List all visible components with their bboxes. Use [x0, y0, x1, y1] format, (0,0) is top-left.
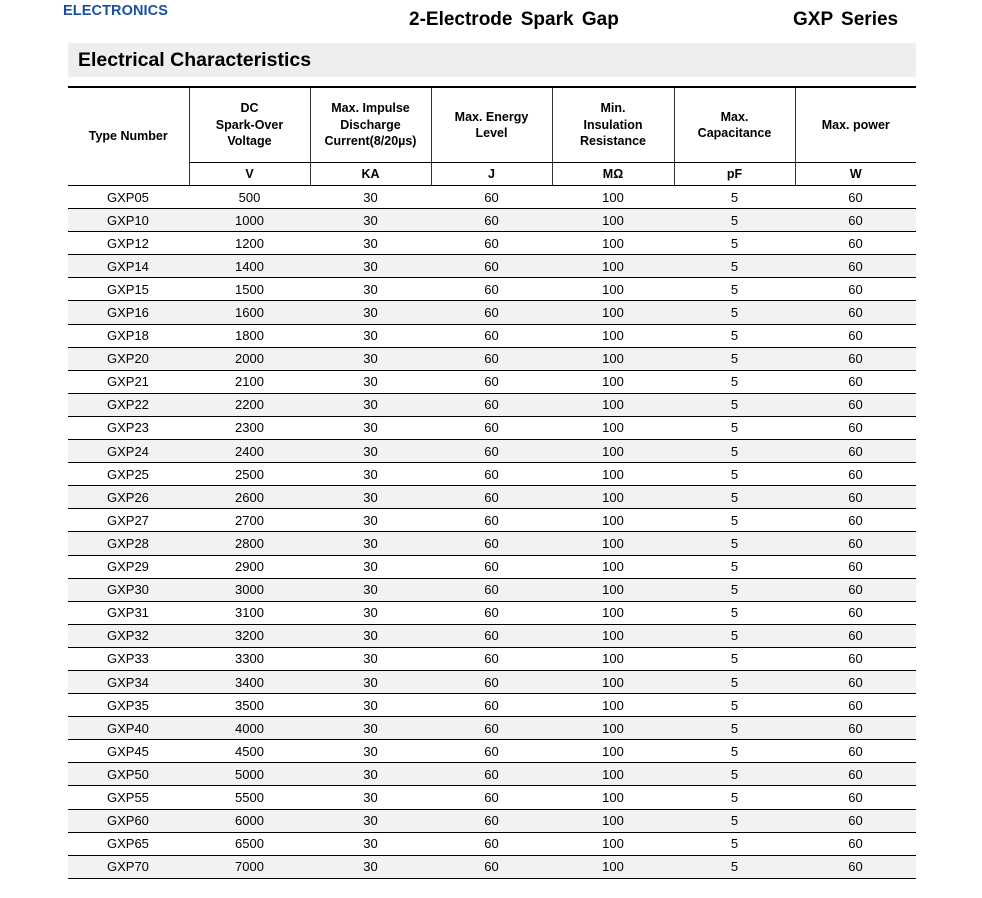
power-cell: 60	[795, 555, 916, 578]
table-body	[68, 186, 916, 879]
spark-over-voltage-cell: 500	[189, 186, 310, 209]
capacitance-cell: 5	[674, 809, 795, 832]
impulse-current-cell: 30	[310, 532, 431, 555]
spark-over-voltage-cell: 6000	[189, 809, 310, 832]
table-row	[68, 416, 916, 439]
energy-level-cell: 60	[431, 301, 552, 324]
spark-over-voltage-cell: 3200	[189, 624, 310, 647]
spark-over-voltage-cell: 1500	[189, 278, 310, 301]
power-cell: 60	[795, 532, 916, 555]
type-number-cell: GXP60	[68, 809, 189, 832]
unit-header: J	[431, 163, 552, 186]
type-number-cell: GXP40	[68, 717, 189, 740]
impulse-current-cell: 30	[310, 486, 431, 509]
column-header-line: Resistance	[579, 134, 646, 149]
insulation-resistance-cell: 100	[552, 740, 674, 763]
type-number-cell: GXP35	[68, 694, 189, 717]
energy-level-cell: 60	[431, 624, 552, 647]
electrical-characteristics-table	[68, 86, 916, 879]
power-cell: 60	[795, 463, 916, 486]
unit-header: V	[189, 163, 310, 186]
impulse-current-cell: 30	[310, 186, 431, 209]
impulse-current-cell: 30	[310, 393, 431, 416]
capacitance-cell: 5	[674, 763, 795, 786]
type-number-cell: GXP32	[68, 624, 189, 647]
power-cell: 60	[795, 232, 916, 255]
column-header-line: Level	[475, 126, 508, 140]
insulation-resistance-cell: 100	[552, 232, 674, 255]
capacitance-cell: 5	[674, 624, 795, 647]
column-header-line: Discharge	[340, 117, 401, 132]
insulation-resistance-cell: 100	[552, 440, 674, 463]
spark-over-voltage-cell: 1400	[189, 255, 310, 278]
energy-level-cell: 60	[431, 809, 552, 832]
column-header-line: Max. Energy	[454, 109, 529, 124]
capacitance-cell: 5	[674, 209, 795, 232]
insulation-resistance-cell: 100	[552, 555, 674, 578]
table-row	[68, 855, 916, 878]
table-row	[68, 624, 916, 647]
capacitance-cell: 5	[674, 601, 795, 624]
capacitance-cell: 5	[674, 694, 795, 717]
table-row	[68, 301, 916, 324]
capacitance-cell: 5	[674, 855, 795, 878]
impulse-current-cell: 30	[310, 647, 431, 670]
table-row	[68, 670, 916, 693]
impulse-current-cell: 30	[310, 301, 431, 324]
table-row	[68, 740, 916, 763]
capacitance-cell: 5	[674, 647, 795, 670]
impulse-current-cell: 30	[310, 809, 431, 832]
spark-over-voltage-cell: 3500	[189, 694, 310, 717]
spark-over-voltage-cell: 4000	[189, 717, 310, 740]
type-number-cell: GXP30	[68, 578, 189, 601]
energy-level-cell: 60	[431, 786, 552, 809]
type-number-cell: GXP18	[68, 324, 189, 347]
column-header-line: Max. Impulse	[331, 101, 410, 116]
column-header	[431, 87, 552, 163]
table-row	[68, 255, 916, 278]
power-cell: 60	[795, 578, 916, 601]
table-row	[68, 694, 916, 717]
type-number-cell: GXP65	[68, 832, 189, 855]
energy-level-cell: 60	[431, 555, 552, 578]
capacitance-cell: 5	[674, 301, 795, 324]
spark-over-voltage-cell: 3100	[189, 601, 310, 624]
energy-level-cell: 60	[431, 670, 552, 693]
insulation-resistance-cell: 100	[552, 416, 674, 439]
impulse-current-cell: 30	[310, 324, 431, 347]
insulation-resistance-cell: 100	[552, 694, 674, 717]
capacitance-cell: 5	[674, 393, 795, 416]
insulation-resistance-cell: 100	[552, 763, 674, 786]
capacitance-cell: 5	[674, 670, 795, 693]
type-number-cell: GXP05	[68, 186, 189, 209]
type-number-cell: GXP27	[68, 509, 189, 532]
energy-level-cell: 60	[431, 763, 552, 786]
impulse-current-cell: 30	[310, 232, 431, 255]
capacitance-cell: 5	[674, 186, 795, 209]
energy-level-cell: 60	[431, 186, 552, 209]
unit-header: KA	[310, 163, 431, 186]
power-cell: 60	[795, 809, 916, 832]
capacitance-cell: 5	[674, 278, 795, 301]
power-cell: 60	[795, 740, 916, 763]
energy-level-cell: 60	[431, 647, 552, 670]
type-number-cell: GXP22	[68, 393, 189, 416]
capacitance-cell: 5	[674, 578, 795, 601]
table-row	[68, 647, 916, 670]
insulation-resistance-cell: 100	[552, 832, 674, 855]
spark-over-voltage-cell: 2900	[189, 555, 310, 578]
power-cell: 60	[795, 370, 916, 393]
impulse-current-cell: 30	[310, 509, 431, 532]
type-number-cell: GXP16	[68, 301, 189, 324]
insulation-resistance-cell: 100	[552, 717, 674, 740]
power-cell: 60	[795, 209, 916, 232]
table-row	[68, 486, 916, 509]
impulse-current-cell: 30	[310, 278, 431, 301]
table-row	[68, 717, 916, 740]
spark-over-voltage-cell: 2300	[189, 416, 310, 439]
table-row	[68, 463, 916, 486]
spark-over-voltage-cell: 2000	[189, 347, 310, 370]
column-header-line: Spark-Over	[215, 117, 284, 132]
insulation-resistance-cell: 100	[552, 186, 674, 209]
insulation-resistance-cell: 100	[552, 647, 674, 670]
power-cell: 60	[795, 670, 916, 693]
table-row	[68, 232, 916, 255]
type-number-cell: GXP29	[68, 555, 189, 578]
column-header-line: Max.	[720, 109, 749, 124]
table-row	[68, 763, 916, 786]
energy-level-cell: 60	[431, 255, 552, 278]
power-cell: 60	[795, 717, 916, 740]
capacitance-cell: 5	[674, 786, 795, 809]
spark-over-voltage-cell: 2400	[189, 440, 310, 463]
brand-label: ELECTRONICS	[63, 3, 169, 19]
insulation-resistance-cell: 100	[552, 486, 674, 509]
impulse-current-cell: 30	[310, 740, 431, 763]
column-header	[795, 87, 916, 163]
insulation-resistance-cell: 100	[552, 601, 674, 624]
unit-header: MΩ	[552, 163, 674, 186]
impulse-current-cell: 30	[310, 578, 431, 601]
spark-over-voltage-cell: 2700	[189, 509, 310, 532]
energy-level-cell: 60	[431, 463, 552, 486]
type-number-cell: GXP34	[68, 670, 189, 693]
type-number-cell: GXP26	[68, 486, 189, 509]
impulse-current-cell: 30	[310, 763, 431, 786]
energy-level-cell: 60	[431, 694, 552, 717]
spark-over-voltage-cell: 2100	[189, 370, 310, 393]
capacitance-cell: 5	[674, 347, 795, 370]
power-cell: 60	[795, 647, 916, 670]
insulation-resistance-cell: 100	[552, 393, 674, 416]
table-row	[68, 347, 916, 370]
type-number-cell: GXP70	[68, 855, 189, 878]
impulse-current-cell: 30	[310, 209, 431, 232]
capacitance-cell: 5	[674, 416, 795, 439]
capacitance-cell: 5	[674, 532, 795, 555]
energy-level-cell: 60	[431, 393, 552, 416]
column-header-line: Capacitance	[697, 126, 772, 140]
spark-over-voltage-cell: 6500	[189, 832, 310, 855]
column-header-line: DC	[240, 101, 259, 116]
insulation-resistance-cell: 100	[552, 624, 674, 647]
table-row	[68, 278, 916, 301]
spark-over-voltage-cell: 3400	[189, 670, 310, 693]
insulation-resistance-cell: 100	[552, 278, 674, 301]
insulation-resistance-cell: 100	[552, 786, 674, 809]
column-header-line: Max. power	[821, 117, 890, 132]
spark-over-voltage-cell: 2800	[189, 532, 310, 555]
impulse-current-cell: 30	[310, 832, 431, 855]
type-number-cell: GXP25	[68, 463, 189, 486]
power-cell: 60	[795, 694, 916, 717]
energy-level-cell: 60	[431, 370, 552, 393]
type-number-cell: GXP14	[68, 255, 189, 278]
impulse-current-cell: 30	[310, 416, 431, 439]
energy-level-cell: 60	[431, 416, 552, 439]
capacitance-cell: 5	[674, 370, 795, 393]
spark-over-voltage-cell: 1200	[189, 232, 310, 255]
series-label: GXP Series	[793, 9, 899, 30]
impulse-current-cell: 30	[310, 370, 431, 393]
spark-over-voltage-cell: 1000	[189, 209, 310, 232]
impulse-current-cell: 30	[310, 347, 431, 370]
power-cell: 60	[795, 347, 916, 370]
column-header	[674, 87, 795, 163]
table-row	[68, 324, 916, 347]
energy-level-cell: 60	[431, 601, 552, 624]
power-cell: 60	[795, 855, 916, 878]
table-row	[68, 809, 916, 832]
type-number-cell: GXP12	[68, 232, 189, 255]
energy-level-cell: 60	[431, 740, 552, 763]
type-number-cell: GXP31	[68, 601, 189, 624]
capacitance-cell: 5	[674, 555, 795, 578]
energy-level-cell: 60	[431, 717, 552, 740]
section-header	[68, 43, 916, 77]
spark-over-voltage-cell: 3000	[189, 578, 310, 601]
power-cell: 60	[795, 786, 916, 809]
spark-over-voltage-cell: 7000	[189, 855, 310, 878]
insulation-resistance-cell: 100	[552, 255, 674, 278]
column-header-line: Min.	[600, 101, 626, 116]
insulation-resistance-cell: 100	[552, 809, 674, 832]
table-row	[68, 440, 916, 463]
capacitance-cell: 5	[674, 486, 795, 509]
capacitance-cell: 5	[674, 740, 795, 763]
column-header	[310, 87, 431, 163]
energy-level-cell: 60	[431, 832, 552, 855]
insulation-resistance-cell: 100	[552, 578, 674, 601]
type-number-cell: GXP55	[68, 786, 189, 809]
type-number-cell: GXP45	[68, 740, 189, 763]
spark-over-voltage-cell: 1800	[189, 324, 310, 347]
capacitance-cell: 5	[674, 232, 795, 255]
capacitance-cell: 5	[674, 832, 795, 855]
unit-header: W	[795, 163, 916, 186]
energy-level-cell: 60	[431, 440, 552, 463]
impulse-current-cell: 30	[310, 463, 431, 486]
capacitance-cell: 5	[674, 509, 795, 532]
energy-level-cell: 60	[431, 532, 552, 555]
insulation-resistance-cell: 100	[552, 347, 674, 370]
impulse-current-cell: 30	[310, 855, 431, 878]
spark-over-voltage-cell: 1600	[189, 301, 310, 324]
column-header-line: Current(8/20µs)	[324, 134, 417, 149]
type-number-cell: GXP23	[68, 416, 189, 439]
power-cell: 60	[795, 255, 916, 278]
power-cell: 60	[795, 832, 916, 855]
header-row	[68, 87, 916, 163]
energy-level-cell: 60	[431, 509, 552, 532]
document-title: 2-Electrode Spark Gap	[409, 9, 619, 30]
spark-over-voltage-cell: 5500	[189, 786, 310, 809]
table-row	[68, 578, 916, 601]
spark-over-voltage-cell: 2200	[189, 393, 310, 416]
impulse-current-cell: 30	[310, 694, 431, 717]
column-header	[189, 87, 310, 163]
unit-header: pF	[674, 163, 795, 186]
capacitance-cell: 5	[674, 717, 795, 740]
impulse-current-cell: 30	[310, 624, 431, 647]
type-number-cell: GXP20	[68, 347, 189, 370]
power-cell: 60	[795, 416, 916, 439]
power-cell: 60	[795, 324, 916, 347]
power-cell: 60	[795, 509, 916, 532]
insulation-resistance-cell: 100	[552, 370, 674, 393]
spark-over-voltage-cell: 5000	[189, 763, 310, 786]
table-row	[68, 393, 916, 416]
impulse-current-cell: 30	[310, 601, 431, 624]
type-number-cell: GXP50	[68, 763, 189, 786]
impulse-current-cell: 30	[310, 555, 431, 578]
table-row	[68, 832, 916, 855]
insulation-resistance-cell: 100	[552, 301, 674, 324]
capacitance-cell: 5	[674, 324, 795, 347]
energy-level-cell: 60	[431, 486, 552, 509]
insulation-resistance-cell: 100	[552, 209, 674, 232]
type-number-cell: GXP21	[68, 370, 189, 393]
insulation-resistance-cell: 100	[552, 324, 674, 347]
capacitance-cell: 5	[674, 255, 795, 278]
insulation-resistance-cell: 100	[552, 509, 674, 532]
impulse-current-cell: 30	[310, 440, 431, 463]
spark-over-voltage-cell: 2600	[189, 486, 310, 509]
insulation-resistance-cell: 100	[552, 532, 674, 555]
power-cell: 60	[795, 763, 916, 786]
type-number-cell: GXP15	[68, 278, 189, 301]
energy-level-cell: 60	[431, 855, 552, 878]
energy-level-cell: 60	[431, 209, 552, 232]
energy-level-cell: 60	[431, 324, 552, 347]
table-row	[68, 786, 916, 809]
spark-over-voltage-cell: 2500	[189, 463, 310, 486]
table-row	[68, 370, 916, 393]
energy-level-cell: 60	[431, 578, 552, 601]
impulse-current-cell: 30	[310, 255, 431, 278]
column-header-line: Insulation	[583, 117, 643, 132]
section-title: Electrical Characteristics	[78, 49, 312, 71]
table-row	[68, 509, 916, 532]
insulation-resistance-cell: 100	[552, 855, 674, 878]
type-number-cell: GXP10	[68, 209, 189, 232]
power-cell: 60	[795, 186, 916, 209]
table-row	[68, 532, 916, 555]
column-header	[552, 87, 674, 163]
type-number-cell: GXP24	[68, 440, 189, 463]
table-row	[68, 555, 916, 578]
insulation-resistance-cell: 100	[552, 463, 674, 486]
spark-over-voltage-cell: 3300	[189, 647, 310, 670]
type-number-cell: GXP28	[68, 532, 189, 555]
impulse-current-cell: 30	[310, 717, 431, 740]
power-cell: 60	[795, 440, 916, 463]
energy-level-cell: 60	[431, 278, 552, 301]
impulse-current-cell: 30	[310, 786, 431, 809]
power-cell: 60	[795, 486, 916, 509]
power-cell: 60	[795, 624, 916, 647]
column-header	[68, 87, 189, 186]
capacitance-cell: 5	[674, 463, 795, 486]
power-cell: 60	[795, 601, 916, 624]
impulse-current-cell: 30	[310, 670, 431, 693]
energy-level-cell: 60	[431, 232, 552, 255]
power-cell: 60	[795, 301, 916, 324]
column-header-line: Voltage	[227, 134, 272, 149]
table-row	[68, 186, 916, 209]
column-header-line: Type Number	[88, 129, 168, 144]
type-number-cell: GXP33	[68, 647, 189, 670]
unit-row	[68, 163, 916, 186]
insulation-resistance-cell: 100	[552, 670, 674, 693]
capacitance-cell: 5	[674, 440, 795, 463]
table-row	[68, 209, 916, 232]
spark-over-voltage-cell: 4500	[189, 740, 310, 763]
table-row	[68, 601, 916, 624]
energy-level-cell: 60	[431, 347, 552, 370]
power-cell: 60	[795, 393, 916, 416]
power-cell: 60	[795, 278, 916, 301]
